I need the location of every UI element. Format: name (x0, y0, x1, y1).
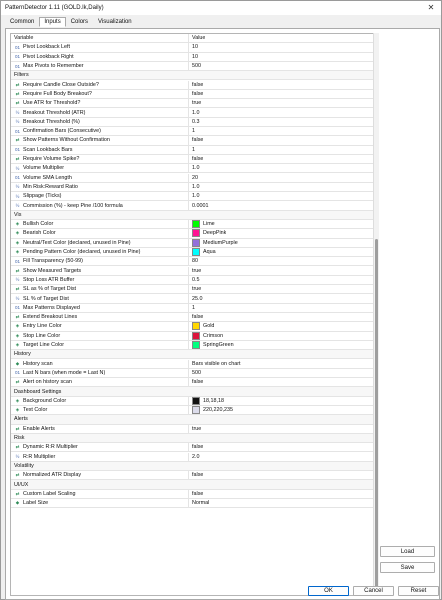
value-cell[interactable] (189, 62, 201, 70)
variable-label: Breakout Threshold (%) (23, 118, 80, 125)
close-icon[interactable]: ✕ (427, 3, 435, 12)
value-text: true (192, 267, 202, 274)
value-cell[interactable] (189, 81, 203, 89)
variable-label: Show Measured Targets (23, 267, 82, 274)
color-icon: ◈ (15, 407, 20, 413)
variable-cell (11, 118, 189, 126)
section-row[interactable] (11, 350, 373, 359)
variable-label: Breakout Threshold (ATR) (23, 109, 86, 116)
bool-icon: ⇄ (15, 425, 20, 431)
input-row[interactable] (11, 406, 373, 415)
color-icon: ◈ (15, 342, 20, 348)
value-text: 0.5 (192, 276, 200, 283)
bool-icon: ⇄ (15, 314, 20, 320)
variable-label: Max Patterns Displayed (23, 304, 80, 311)
variable-label: Slippage (Ticks) (23, 193, 62, 200)
input-row[interactable] (11, 453, 373, 462)
value-text: 500 (192, 63, 201, 70)
input-row[interactable] (11, 499, 373, 508)
input-row[interactable] (11, 229, 373, 238)
value-cell[interactable] (189, 471, 203, 479)
reset-button[interactable]: Reset (398, 586, 439, 596)
value-text: true (192, 286, 202, 293)
variable-label: Dynamic R:R Multiplier (23, 444, 78, 451)
variable-label: Scan Lookback Bars (23, 146, 73, 153)
double-icon: ½ (15, 454, 20, 460)
color-icon: ◈ (15, 397, 20, 403)
grid-header (11, 34, 373, 43)
value-text: true (192, 425, 202, 432)
double-icon: ½ (15, 296, 20, 302)
variable-cell (11, 443, 189, 451)
input-row[interactable] (11, 369, 373, 378)
double-icon: ½ (15, 184, 20, 190)
input-row[interactable] (11, 360, 373, 369)
value-text: SpringGreen (203, 342, 234, 349)
value-text: MediumPurple (203, 239, 238, 246)
bool-icon: ⇄ (15, 81, 20, 87)
input-row[interactable] (11, 276, 373, 285)
variable-cell (11, 285, 189, 293)
variable-label: Fill Transparency (50-99) (23, 258, 83, 265)
variable-cell (11, 229, 189, 237)
variable-label: Confirmation Bars (Consecutive) (23, 128, 101, 135)
value-cell[interactable] (189, 99, 201, 107)
value-cell[interactable] (189, 490, 203, 498)
variable-cell (11, 499, 189, 507)
variable-cell (11, 43, 189, 51)
value-cell[interactable] (189, 276, 200, 284)
value-cell[interactable] (189, 127, 195, 135)
value-cell[interactable] (189, 174, 198, 182)
variable-label: Bearish Color (23, 230, 56, 237)
color-icon: ◈ (15, 230, 20, 236)
int-icon: 01 (14, 305, 20, 311)
color-swatch[interactable] (192, 397, 200, 405)
value-cell[interactable] (189, 285, 201, 293)
input-row[interactable] (11, 220, 373, 229)
variable-label: SL as % of Target Dist (23, 286, 77, 293)
value-text: false (192, 379, 204, 386)
header-value: Value (192, 35, 206, 42)
value-text: false (192, 490, 204, 497)
input-row[interactable] (11, 341, 373, 350)
color-swatch[interactable] (192, 220, 200, 228)
variable-cell (11, 146, 189, 154)
bool-icon: ⇄ (15, 286, 20, 292)
value-cell[interactable] (189, 90, 203, 98)
variable-cell (11, 304, 189, 312)
input-row[interactable] (11, 471, 373, 480)
variable-cell (11, 53, 189, 61)
variable-cell (11, 136, 189, 144)
value-text: Normal (192, 500, 210, 507)
variable-label: Max Pivots to Remember (23, 63, 84, 70)
int-icon: 01 (14, 258, 20, 264)
input-row[interactable] (11, 397, 373, 406)
double-icon: ½ (15, 277, 20, 283)
window-title: PatternDetector 1.11 (GOLD.lk,Daily) (5, 5, 104, 11)
variable-label: Volume SMA Length (23, 174, 72, 181)
section-label: Alerts (14, 416, 28, 423)
value-text: 1 (192, 146, 195, 153)
value-cell[interactable] (189, 229, 226, 237)
inputs-panel (5, 28, 440, 600)
variable-label: Neutral/Text Color (declared, unused in Pine) (23, 239, 131, 246)
value-cell[interactable] (189, 341, 234, 349)
input-row[interactable] (11, 136, 373, 145)
value-cell[interactable] (189, 313, 203, 321)
variable-cell (11, 220, 189, 228)
section-label: Dashboard Settings (14, 388, 62, 395)
value-text: 2.0 (192, 453, 200, 460)
value-cell[interactable] (189, 406, 233, 414)
variable-cell (11, 360, 189, 368)
variable-label: Require Volume Spike? (23, 156, 80, 163)
variable-cell (11, 192, 189, 200)
load-button[interactable]: Load (380, 546, 435, 557)
double-icon: ½ (15, 203, 20, 209)
value-text: 10 (192, 53, 198, 60)
ok-button[interactable]: OK (308, 586, 349, 596)
section-label: Risk (14, 435, 25, 442)
input-row[interactable] (11, 490, 373, 499)
value-text: 1.0 (192, 165, 200, 172)
input-row[interactable] (11, 257, 373, 266)
value-text: 10 (192, 44, 198, 51)
value-text: DeepPink (203, 230, 227, 237)
value-cell[interactable] (189, 499, 209, 507)
value-cell[interactable] (189, 257, 198, 265)
variable-cell (11, 183, 189, 191)
input-row[interactable] (11, 443, 373, 452)
input-row[interactable] (11, 62, 373, 71)
color-swatch[interactable] (192, 341, 200, 349)
input-row[interactable] (11, 322, 373, 331)
variable-cell (11, 174, 189, 182)
int-icon: 01 (14, 370, 20, 376)
input-row[interactable] (11, 81, 373, 90)
input-row[interactable] (11, 304, 373, 313)
tab-inputs[interactable]: Inputs (39, 17, 65, 27)
variable-label: Bullish Color (23, 221, 54, 228)
tab-colors[interactable]: Colors (70, 19, 89, 25)
variable-label: Use ATR for Threshold? (23, 100, 81, 107)
section-row[interactable] (11, 434, 373, 443)
enum-icon: ◆ (15, 360, 20, 366)
variable-label: Show Patterns Without Confirmation (23, 137, 110, 144)
bool-icon: ⇄ (15, 100, 20, 106)
tab-common[interactable]: Common (10, 19, 35, 25)
color-icon: ◈ (15, 332, 20, 338)
value-cell[interactable] (189, 322, 214, 330)
value-cell[interactable] (189, 397, 224, 405)
input-row[interactable] (11, 155, 373, 164)
value-text: 1 (192, 128, 195, 135)
value-text: Bars visible on chart (192, 360, 241, 367)
input-row[interactable] (11, 294, 373, 303)
variable-cell (11, 155, 189, 163)
variable-label: Volume Multiplier (23, 165, 65, 172)
variable-label: Extend Breakout Lines (23, 314, 78, 321)
variable-cell (11, 257, 189, 265)
value-text: 0.3 (192, 118, 200, 125)
variable-cell (11, 397, 189, 405)
save-button[interactable]: Save (380, 562, 435, 573)
bool-icon: ⇄ (15, 444, 20, 450)
double-icon: ½ (15, 193, 20, 199)
value-cell[interactable] (189, 294, 203, 302)
int-icon: 01 (14, 44, 20, 50)
variable-cell (11, 201, 189, 209)
double-icon: ½ (15, 165, 20, 171)
value-text: 20 (192, 174, 198, 181)
input-row[interactable] (11, 285, 373, 294)
value-cell[interactable] (189, 360, 241, 368)
value-cell[interactable] (189, 332, 223, 340)
variable-cell (11, 62, 189, 70)
color-swatch[interactable] (192, 332, 200, 340)
variable-cell (11, 127, 189, 135)
color-swatch[interactable] (192, 248, 200, 256)
value-cell[interactable] (189, 378, 203, 386)
value-text: 1.0 (192, 193, 200, 200)
color-icon: ◈ (15, 249, 20, 255)
variable-cell (11, 248, 189, 256)
value-text: false (192, 156, 204, 163)
variable-label: Target Line Color (23, 342, 65, 349)
input-row[interactable] (11, 425, 373, 434)
scrollbar-thumb[interactable] (375, 239, 378, 592)
section-row[interactable] (11, 211, 373, 220)
variable-cell (11, 313, 189, 321)
value-cell[interactable] (189, 248, 216, 256)
section-row[interactable] (11, 480, 373, 489)
value-text: false (192, 444, 204, 451)
value-text: false (192, 472, 204, 479)
bool-icon: ⇄ (15, 379, 20, 385)
section-label: Filters (14, 72, 29, 79)
input-row[interactable] (11, 183, 373, 192)
variable-cell (11, 332, 189, 340)
variable-cell (11, 267, 189, 275)
variable-label: Stop Line Color (23, 332, 61, 339)
enum-icon: ◆ (15, 500, 20, 506)
value-cell[interactable] (189, 201, 209, 209)
value-cell[interactable] (189, 43, 198, 51)
value-text: 220,220,235 (203, 407, 233, 414)
bool-icon: ⇄ (15, 267, 20, 273)
bool-icon: ⇄ (15, 156, 20, 162)
input-row[interactable] (11, 192, 373, 201)
value-cell[interactable] (189, 53, 198, 61)
variable-cell (11, 81, 189, 89)
value-text: false (192, 90, 204, 97)
variable-label: Entry Line Color (23, 323, 62, 330)
color-icon: ◈ (15, 323, 20, 329)
color-swatch[interactable] (192, 229, 200, 237)
input-row[interactable] (11, 108, 373, 117)
value-text: false (192, 81, 204, 88)
variable-label: Last N bars (when mode = Last N) (23, 369, 106, 376)
variable-label: Commission (%) - keep Pine /100 formula (23, 202, 123, 209)
value-cell[interactable] (189, 192, 200, 200)
section-row[interactable] (11, 387, 373, 396)
input-row[interactable] (11, 239, 373, 248)
value-text: false (192, 314, 204, 321)
variable-cell (11, 378, 189, 386)
variable-cell (11, 108, 189, 116)
value-cell[interactable] (189, 136, 203, 144)
value-text: 25.0 (192, 295, 203, 302)
variable-label: Background Color (23, 397, 67, 404)
variable-cell (11, 99, 189, 107)
int-icon: 01 (14, 54, 20, 60)
variable-label: Label Size (23, 500, 49, 507)
value-cell[interactable] (189, 146, 195, 154)
value-text: 18,18,18 (203, 397, 224, 404)
value-text: Gold (203, 323, 215, 330)
value-text: 1.0 (192, 183, 200, 190)
tab-strip (5, 17, 137, 27)
variable-cell (11, 406, 189, 414)
input-row[interactable] (11, 313, 373, 322)
variable-label: History scan (23, 360, 53, 367)
input-row[interactable] (11, 201, 373, 210)
value-text: 80 (192, 258, 198, 265)
variable-cell (11, 322, 189, 330)
header-variable: Variable (11, 34, 189, 42)
input-row[interactable] (11, 267, 373, 276)
bool-icon: ⇄ (15, 490, 20, 496)
input-row[interactable] (11, 127, 373, 136)
variable-cell (11, 294, 189, 302)
input-row[interactable] (11, 378, 373, 387)
input-row[interactable] (11, 146, 373, 155)
section-row[interactable] (11, 462, 373, 471)
int-icon: 01 (14, 175, 20, 181)
color-icon: ◈ (15, 239, 20, 245)
variable-label: Custom Label Scaling (23, 490, 76, 497)
tab-visualization[interactable]: Visualization (98, 19, 132, 25)
input-row[interactable] (11, 53, 373, 62)
section-row[interactable] (11, 415, 373, 424)
input-row[interactable] (11, 248, 373, 257)
value-text: false (192, 137, 204, 144)
variable-label: Pending Pattern Color (declared, unused in Pine) (23, 249, 141, 256)
section-label: Volatility (14, 462, 34, 469)
value-cell[interactable] (189, 239, 238, 247)
value-text: Aqua (203, 249, 216, 256)
variable-label: Alert on history scan (23, 379, 72, 386)
variable-label: Pivot Lookback Right (23, 53, 74, 60)
section-label: UI/UX (14, 481, 29, 488)
variable-label: Enable Alerts (23, 425, 55, 432)
variable-cell (11, 90, 189, 98)
value-cell[interactable] (189, 220, 215, 228)
int-icon: 01 (14, 63, 20, 69)
value-text: Crimson (203, 332, 224, 339)
variable-cell (11, 471, 189, 479)
variable-cell (11, 239, 189, 247)
value-cell[interactable] (189, 304, 195, 312)
double-icon: ½ (15, 110, 20, 116)
value-cell[interactable] (189, 369, 201, 377)
color-swatch[interactable] (192, 239, 200, 247)
variable-cell (11, 341, 189, 349)
input-row[interactable] (11, 90, 373, 99)
int-icon: 01 (14, 128, 20, 134)
value-text: 0.0001 (192, 202, 209, 209)
inputs-grid (10, 33, 374, 596)
value-text: 1.0 (192, 109, 200, 116)
grid-scrollbar[interactable] (373, 33, 379, 594)
value-cell[interactable] (189, 164, 200, 172)
value-cell[interactable] (189, 425, 201, 433)
variable-label: Pivot Lookback Left (23, 44, 71, 51)
variable-cell (11, 490, 189, 498)
value-text: Lime (203, 221, 215, 228)
variable-label: Text Color (23, 407, 48, 414)
variable-label: R:R Multiplier (23, 453, 56, 460)
variable-label: Min Risk:Reward Ratio (23, 183, 78, 190)
input-row[interactable] (11, 164, 373, 173)
value-text: 1 (192, 304, 195, 311)
variable-cell (11, 425, 189, 433)
bool-icon: ⇄ (15, 90, 20, 96)
section-label: Vis (14, 211, 22, 218)
variable-cell (11, 453, 189, 461)
title-bar (1, 1, 441, 15)
bool-icon: ⇄ (15, 137, 20, 143)
double-icon: ½ (15, 119, 20, 125)
color-swatch[interactable] (192, 406, 200, 414)
input-row[interactable] (11, 174, 373, 183)
color-icon: ◈ (15, 221, 20, 227)
variable-label: Normalized ATR Display (23, 472, 82, 479)
value-cell[interactable] (189, 267, 201, 275)
variable-label: Require Candle Close Outside? (23, 81, 99, 88)
variable-cell (11, 276, 189, 284)
variable-label: Require Full Body Breakout? (23, 90, 92, 97)
color-swatch[interactable] (192, 322, 200, 330)
bool-icon: ⇄ (15, 472, 20, 478)
cancel-button[interactable]: Cancel (353, 586, 394, 596)
int-icon: 01 (14, 147, 20, 153)
variable-cell (11, 164, 189, 172)
section-label: History (14, 351, 31, 358)
value-cell[interactable] (189, 108, 200, 116)
input-row[interactable] (11, 99, 373, 108)
value-text: true (192, 100, 202, 107)
input-row[interactable] (11, 43, 373, 52)
input-row[interactable] (11, 118, 373, 127)
value-cell[interactable] (189, 453, 200, 461)
value-cell[interactable] (189, 155, 203, 163)
variable-cell (11, 369, 189, 377)
variable-label: Stop Loss ATR Buffer (23, 276, 75, 283)
value-text: 500 (192, 369, 201, 376)
section-row[interactable] (11, 71, 373, 80)
value-cell[interactable] (189, 443, 203, 451)
value-cell[interactable] (189, 183, 200, 191)
value-cell[interactable] (189, 118, 200, 126)
variable-label: SL % of Target Dist (23, 295, 69, 302)
input-row[interactable] (11, 332, 373, 341)
